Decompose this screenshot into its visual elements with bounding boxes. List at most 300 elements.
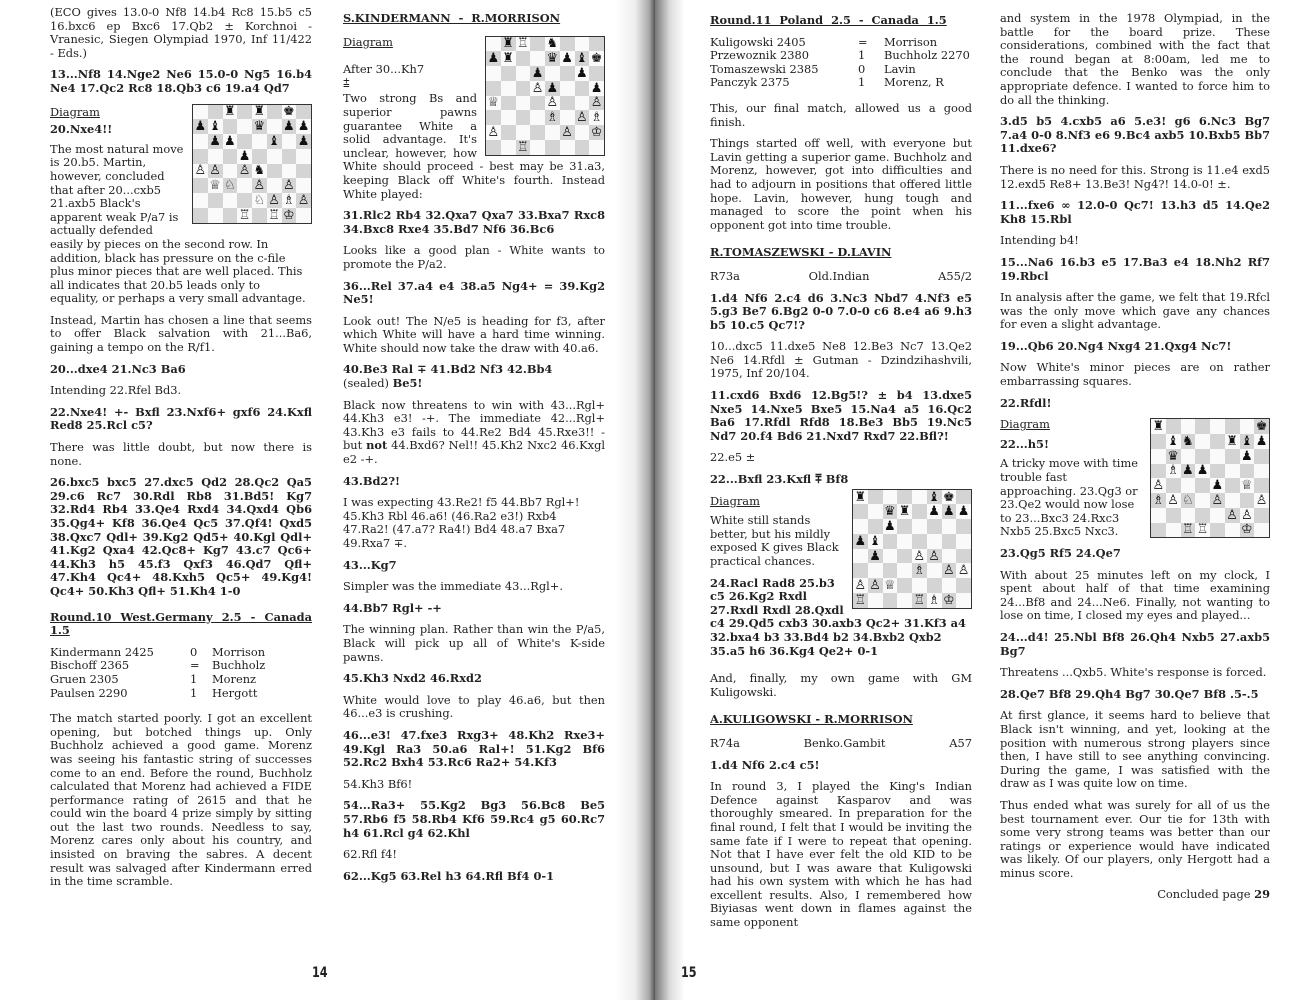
- board-square: [927, 563, 942, 578]
- board-square: [193, 105, 208, 120]
- board-square: [942, 563, 957, 578]
- commentary: Intending 22.Rfel Bd3.: [50, 383, 182, 398]
- board-square: [1210, 493, 1225, 508]
- black-pawn-icon: ♟: [1241, 448, 1253, 464]
- board-square: [252, 105, 267, 120]
- board-square: [1210, 478, 1225, 493]
- score: 0: [858, 61, 866, 76]
- board-square: [237, 208, 252, 223]
- board-square: [252, 164, 267, 179]
- white-pawn-icon: ♙: [238, 163, 251, 179]
- board-square: [868, 534, 883, 549]
- board-square: [223, 193, 238, 208]
- result-row: [50, 673, 265, 687]
- board-square: [223, 105, 238, 120]
- eco-code: A55/2: [938, 268, 972, 283]
- white-bishop-icon: ♗: [1167, 463, 1179, 479]
- board-square: [267, 178, 282, 193]
- board-square: [501, 51, 516, 66]
- board-square: [589, 66, 604, 81]
- white-pawn-icon: ♙: [943, 563, 955, 579]
- board-square: [1240, 464, 1255, 479]
- white-king-icon: ♔: [590, 124, 603, 140]
- board-square: [1181, 464, 1196, 479]
- diagram-move: 22...h5!: [1000, 436, 1049, 451]
- book-spine-shadow: [655, 0, 685, 1000]
- board-square: [853, 504, 868, 519]
- commentary: Things started off well, with everyone but Lavin getting a superior game. Buchholz and Morenz, however, got into difficulties and had to adjourn in positions that offered little hope. Lavin, however, hung tough and managed to score the point when his opponent got into time trouble.: [710, 136, 972, 232]
- board-square: [1240, 478, 1255, 493]
- black-pawn-icon: ♟: [1255, 433, 1268, 449]
- board-square: [208, 119, 223, 134]
- board-square: [1151, 449, 1166, 464]
- board-square: [1181, 523, 1196, 538]
- board-square: [237, 105, 252, 120]
- result-row: [50, 659, 265, 673]
- white-pawn-icon: ♙: [546, 95, 559, 111]
- game-title: A.KULIGOWSKI - R.MORRISON: [710, 712, 913, 727]
- board-square: [883, 490, 898, 505]
- moves: 46...e3! 47.fxe3 Rxg3+ 48.Kh2 Rxe3+ 49.Kgl Ra3 50.a6 Ral+! 51.Kg2 Bf6 52.Rc2 Bxh4 53.Rc6 Ra2+ 54.Kf3: [343, 727, 605, 770]
- left-column-1: [50, 6, 312, 897]
- black-pawn-icon: ♟: [238, 148, 251, 164]
- board-square: [1151, 508, 1166, 523]
- black-pawn-icon: ♟: [194, 119, 207, 135]
- board-square: [1166, 508, 1181, 523]
- diagram-label: Diagram: [50, 104, 100, 119]
- chess-diagram: [1150, 418, 1270, 538]
- board-square: [252, 178, 267, 193]
- board-square: [956, 549, 971, 564]
- board-square: [1210, 523, 1225, 538]
- board-square: [545, 110, 560, 125]
- board-square: [897, 504, 912, 519]
- board-square: [942, 549, 957, 564]
- black-rook-icon: ♜: [854, 489, 867, 505]
- white-rook-icon: ♖: [854, 592, 867, 608]
- white-pawn-icon: ♙: [1226, 507, 1238, 523]
- white-rook-icon: ♖: [1196, 522, 1209, 538]
- board-square: [1254, 493, 1269, 508]
- board-square: [897, 549, 912, 564]
- board-square: [575, 125, 590, 140]
- commentary: This, our final match, allowed us a good finish.: [710, 100, 972, 129]
- board-square: [868, 519, 883, 534]
- board-square: [956, 563, 971, 578]
- black-pawn-icon: ♟: [928, 504, 940, 520]
- white-bishop-icon: ♗: [283, 192, 295, 208]
- board-square: [1225, 464, 1240, 479]
- white-knight-icon: ♘: [253, 192, 266, 208]
- black-rook-icon: ♜: [1152, 419, 1165, 435]
- commentary: I was expecting 43.Re2! f5 44.Bb7 Rgl+! 45.Kh3 Rbl 46.a6! (46.Ra2 e3!) Rxb4 47.Ra2! (47.a7? Ra4!) Bd4 48.a7 Bxa7 49.Rxa7 ∓.: [343, 495, 580, 550]
- board-square: [560, 66, 575, 81]
- board-square: [897, 593, 912, 608]
- board-square: [296, 134, 311, 149]
- black-bishop-icon: ♝: [209, 119, 221, 135]
- board-square: [560, 110, 575, 125]
- moves: 23.Qg5 Rf5 24.Qe7: [1000, 546, 1121, 560]
- board-square: [486, 96, 501, 111]
- board-square: [1151, 434, 1166, 449]
- moves: 31.Rlc2 Rb4 32.Qxa7 Qxa7 33.Bxa7 Rxc8 34.Bxc8 Rxe4 35.Bd7 Nf6 36.Bc6: [343, 208, 605, 236]
- white-king-icon: ♔: [283, 207, 295, 223]
- result-row: [50, 687, 265, 701]
- board-square: [530, 66, 545, 81]
- board-square: [897, 563, 912, 578]
- commentary: 62.Rfl f4!: [343, 847, 397, 862]
- commentary: 10...dxc5 11.dxe5 Ne8 12.Be3 Nc7 13.Qe2 Ne6 14.Rfdl ± Gutman - Dzindzihashvili, 1975, Inf 20/104.: [710, 339, 972, 381]
- black-pawn-icon: ♟: [1182, 463, 1194, 479]
- board-square: [897, 519, 912, 534]
- board-square: [1210, 434, 1225, 449]
- white-pawn-icon: ♙: [194, 163, 207, 179]
- home-player: Panczyk 2375: [710, 75, 790, 90]
- board-square: [486, 51, 501, 66]
- commentary: 22.e5 ±: [710, 450, 756, 465]
- board-square: [545, 125, 560, 140]
- moves: 1.d4 Nf6 2.c4 c5!: [710, 757, 820, 772]
- diagram-move: 20.Nxe4!!: [50, 122, 113, 137]
- board-square: [1240, 508, 1255, 523]
- commentary: In analysis after the game, we felt that 19.Rfcl was the only move which gave any chances for even a slight advantage.: [1000, 290, 1270, 332]
- commentary: The match started poorly. I got an excellent opening, but botched things up. Only Buchholz achieved a good game. Morenz was seeing his fantastic string of successes come to an end. Before the round, Buchholz calculated that Morenz had achieved a FIDE performance rating of 2615 and that he could win the board 4 prize simply by sitting out the last two rounds. Needless to say, Morenz cares only about his country, and insisted on braving the sabres. A decent result was salvaged after Kindermann erred in the time scramble.: [50, 711, 312, 889]
- moves-bold: Be5!: [392, 376, 423, 391]
- white-pawn-icon: ♙: [253, 178, 266, 194]
- black-queen-icon: ♛: [884, 504, 896, 520]
- board-square: [193, 178, 208, 193]
- board-square: [486, 110, 501, 125]
- board-square: [560, 125, 575, 140]
- board-square: [516, 81, 531, 96]
- game-title: S.KINDERMANN - R.MORRISON: [343, 11, 561, 25]
- board-square: [530, 51, 545, 66]
- continued-note: [1000, 888, 1270, 902]
- board-square: [1166, 434, 1181, 449]
- board-square: [1225, 449, 1240, 464]
- board-square: [267, 208, 282, 223]
- board-square: [956, 504, 971, 519]
- board-square: [868, 504, 883, 519]
- board-square: [1151, 523, 1166, 538]
- board-square: [530, 125, 545, 140]
- board-square: [237, 193, 252, 208]
- moves: 19...Qb6 20.Ng4 Nxg4 21.Qxg4 Nc7!: [1000, 338, 1232, 353]
- black-pawn-icon: ♟: [546, 80, 559, 96]
- moves: 15...Na6 16.b3 e5 17.Ba3 e4 18.Nh2 Rf7 19.Rbcl: [1000, 254, 1270, 283]
- board-square: [223, 134, 238, 149]
- white-pawn-icon: ♙: [531, 80, 544, 96]
- board-square: [1254, 478, 1269, 493]
- board-square: [282, 105, 297, 120]
- board-square: [501, 125, 516, 140]
- black-rook-icon: ♜: [253, 104, 266, 120]
- white-bishop-icon: ♗: [546, 110, 559, 126]
- commentary: Look out! The N/e5 is heading for f3, after which White will have a hard time winning. White should now take the draw with 40.a6.: [343, 313, 605, 355]
- black-bishop-icon: ♝: [1241, 433, 1253, 449]
- board-square: [1195, 523, 1210, 538]
- eco-line: [710, 737, 972, 751]
- moves: 22...Bxfl 23.Kxfl ⩱ Bf8: [710, 472, 849, 487]
- white-pawn-icon: ♙: [928, 548, 940, 564]
- commentary: In round 3, I played the King's Indian Defence against Kasparov and was thoroughly smeared. In preparation for the final round, I felt that I would be inviting the same fate if I were to repeat that opening. Not that I have ever felt the old KID to be unsound, but I was aware that Kuligowski had his own system with which he has had excellent results. Also, I remembered how Biyiasas went down in flames against the same opponent: [710, 779, 972, 930]
- black-pawn-icon: ♟: [297, 119, 310, 135]
- board-square: [1181, 478, 1196, 493]
- away-player: Lavin: [884, 61, 916, 76]
- board-square: [853, 549, 868, 564]
- board-square: [1151, 493, 1166, 508]
- board-square: [853, 490, 868, 505]
- moves-bold: 40.Be3 Ral ∓ 41.Bd2 Nf3 42.Bb4: [343, 362, 553, 377]
- board-square: [1240, 493, 1255, 508]
- board-square: [223, 164, 238, 179]
- board-square: [282, 178, 297, 193]
- board-square: [912, 504, 927, 519]
- score: 1: [858, 75, 866, 90]
- result-row: [710, 76, 970, 90]
- white-bishop-icon: ♗: [913, 563, 926, 579]
- white-king-icon: ♔: [943, 592, 955, 608]
- board-square: [296, 119, 311, 134]
- board-square: [589, 37, 604, 52]
- board-square: [193, 149, 208, 164]
- board-square: [237, 178, 252, 193]
- board-square: [530, 110, 545, 125]
- moves: 24.Racl Rad8 25.b3 c5 26.Kg2 Rxdl 27.Rxdl Rxdl 28.Qxdl c4 29.Qd5 cxb3 30.axb3 Qc2+ 31.Kf3 a4 32.bxa4 b3 33.Bd4 b2 34.Bxb2 Qxb2 35.a5 h6 36.Kg4 Qe2+ 0-1: [710, 575, 966, 658]
- board-square: [1166, 478, 1181, 493]
- white-queen-icon: ♕: [1241, 478, 1253, 494]
- board-square: [1240, 449, 1255, 464]
- board-square: [956, 534, 971, 549]
- board-square: [501, 66, 516, 81]
- board-square: [267, 149, 282, 164]
- diagram-label: Diagram: [710, 493, 760, 508]
- round-title: Round.11 Poland 2.5 - Canada 1.5: [710, 13, 947, 27]
- moves: 3.d5 b5 4.cxb5 a6 5.e3! g6 6.Nc3 Bg7 7.a4 0-0 8.Nf3 e6 9.Bc4 axb5 10.Bxb5 Bb7 11.dxe6?: [1000, 114, 1270, 156]
- sealed-note: (sealed): [343, 376, 389, 391]
- board-square: [1225, 523, 1240, 538]
- board-square: [501, 110, 516, 125]
- board-square: [237, 119, 252, 134]
- board-square: [296, 193, 311, 208]
- board-square: [545, 96, 560, 111]
- board-square: [1151, 419, 1166, 434]
- board-square: [1240, 419, 1255, 434]
- commentary: [343, 399, 605, 467]
- chess-diagram: [852, 489, 972, 609]
- round-results-table: [50, 646, 265, 700]
- board-square: [208, 149, 223, 164]
- board-square: [1210, 464, 1225, 479]
- away-player: Morrison: [212, 644, 266, 659]
- commentary: The winning plan. Rather than win the P/a5, Black will pick up all of White's K-side pawns.: [343, 622, 605, 664]
- board-square: [897, 578, 912, 593]
- black-pawn-icon: ♟: [943, 504, 955, 520]
- white-rook-icon: ♖: [268, 207, 280, 223]
- commentary: Instead, Martin has chosen a line that seems to offer Black salvation with 21...Ba6, gaining a tempo on the R/f1.: [50, 312, 312, 355]
- board-square: [267, 193, 282, 208]
- board-square: [853, 593, 868, 608]
- white-queen-icon: ♕: [487, 95, 500, 111]
- board-square: [589, 81, 604, 96]
- board-square: [956, 490, 971, 505]
- score: 1: [190, 685, 198, 700]
- board-square: [560, 81, 575, 96]
- white-queen-icon: ♕: [884, 578, 896, 593]
- white-pawn-icon: ♙: [487, 124, 500, 140]
- board-square: [1181, 508, 1196, 523]
- board-square: [575, 66, 590, 81]
- board-square: [208, 105, 223, 120]
- home-player: Tomaszewski 2385: [710, 61, 819, 76]
- continued-label: Concluded page: [1157, 887, 1251, 902]
- board-square: [252, 134, 267, 149]
- board-square: [516, 66, 531, 81]
- white-pawn-icon: ♙: [561, 124, 573, 140]
- board-square: [575, 96, 590, 111]
- black-king-icon: ♚: [1255, 419, 1268, 435]
- white-knight-icon: ♘: [1182, 492, 1194, 508]
- black-pawn-icon: ♟: [884, 519, 896, 534]
- board-square: [853, 578, 868, 593]
- round-results-table: [710, 36, 970, 90]
- board-square: [1181, 449, 1196, 464]
- board-square: [252, 193, 267, 208]
- board-square: [296, 178, 311, 193]
- commentary: There was little doubt, but now there is none.: [50, 440, 312, 468]
- board-square: [223, 178, 238, 193]
- page-number: 15: [680, 965, 697, 981]
- moves: 45.Kh3 Nxd2 46.Rxd2: [343, 671, 482, 686]
- black-pawn-icon: ♟: [869, 548, 881, 564]
- white-rook-icon: ♖: [517, 139, 529, 155]
- commentary: A tricky move with time trouble fast approaching. 23.Qg3 or 23.Qe2 would now lose to 23...Bxc3 24.Rxc3 Nxb5 25.Bxc5 Nxc3.: [1000, 456, 1138, 539]
- commentary: Now White's minor pieces are on rather embarrassing squares.: [1000, 360, 1270, 389]
- right-column-2: [1000, 12, 1270, 910]
- board-square: [956, 519, 971, 534]
- black-pawn-icon: ♟: [1196, 463, 1209, 479]
- board-square: [868, 563, 883, 578]
- board-square: [545, 66, 560, 81]
- eco-line: [710, 270, 972, 284]
- board-square: [912, 593, 927, 608]
- book-spine-shadow: [615, 0, 655, 1000]
- board-square: [589, 125, 604, 140]
- black-queen-icon: ♛: [1167, 448, 1179, 464]
- round-title: Round.10 West.Germany 2.5 - Canada 1.5: [50, 609, 312, 638]
- board-square: [1151, 464, 1166, 479]
- board-square: [1225, 434, 1240, 449]
- board-square: [237, 164, 252, 179]
- board-square: [1254, 434, 1269, 449]
- black-king-icon: ♚: [943, 489, 955, 505]
- moves: 28.Qe7 Bf8 29.Qh4 Bg7 30.Qe7 Bf8 .5-.5: [1000, 686, 1259, 701]
- board-square: [516, 140, 531, 155]
- board-square: [927, 504, 942, 519]
- board-square: [501, 96, 516, 111]
- board-square: [868, 490, 883, 505]
- black-queen-icon: ♛: [546, 51, 559, 67]
- board-square: [1181, 419, 1196, 434]
- board-square: [1151, 478, 1166, 493]
- board-square: [296, 164, 311, 179]
- board-square: [912, 534, 927, 549]
- board-square: [193, 134, 208, 149]
- moves: 43...Kg7: [343, 557, 397, 572]
- score: 0: [190, 644, 198, 659]
- white-rook-icon: ♖: [517, 36, 529, 52]
- board-square: [1195, 478, 1210, 493]
- chess-diagram: [192, 104, 312, 224]
- black-pawn-icon: ♟: [561, 51, 573, 67]
- white-pawn-icon: ♙: [869, 578, 881, 593]
- board-square: [956, 578, 971, 593]
- chess-diagram: [485, 36, 605, 156]
- moves: 44.Bb7 Rgl+ -+: [343, 600, 442, 615]
- board-square: [853, 519, 868, 534]
- board-square: [1195, 449, 1210, 464]
- board-square: [545, 81, 560, 96]
- board-square: [237, 149, 252, 164]
- white-bishop-icon: ♗: [1152, 492, 1165, 508]
- black-bishop-icon: ♝: [869, 533, 881, 549]
- board-square: [1225, 493, 1240, 508]
- home-player: Gruen 2305: [50, 671, 119, 686]
- black-knight-icon: ♞: [546, 36, 559, 52]
- board-square: [1181, 434, 1196, 449]
- board-square: [530, 140, 545, 155]
- eco-note: (ECO gives 13.0-0 Nf8 14.b4 Rc8 15.b5 c5 16.bxc6 ep Bxc6 17.Qb2 ± Korchnoi - Vranesic, Siegen Olympiad 1970, Inf 11/422 - Eds.): [50, 5, 312, 60]
- moves: 22.Rfdl!: [1000, 395, 1052, 410]
- commentary: Thus ended what was surely for all of us the best tournament ever. Our tie for 13th with some very strong teams was better than our ratings or experience would have indicated was likely. Of our players, only Hergott had a minus score.: [1000, 797, 1270, 880]
- board-square: [501, 140, 516, 155]
- diagram-label: Diagram: [1000, 417, 1050, 432]
- board-square: [193, 208, 208, 223]
- board-square: [897, 534, 912, 549]
- board-square: [560, 37, 575, 52]
- board-square: [942, 578, 957, 593]
- away-player: Morenz, R: [884, 75, 944, 90]
- white-pawn-icon: ♙: [297, 192, 310, 208]
- board-square: [252, 149, 267, 164]
- board-square: [296, 105, 311, 120]
- board-square: [589, 51, 604, 66]
- black-rook-icon: ♜: [502, 51, 514, 67]
- board-square: [560, 140, 575, 155]
- commentary: Two strong Bs and superior pawns guarantee White a solid advantage. It's unclear, however, how White should proceed - best may be 31.a3, keeping Black off White's fourth. Instead White played:: [343, 91, 605, 201]
- board-square: [897, 490, 912, 505]
- page-number: 14: [311, 965, 328, 981]
- commentary-emphasis: not: [366, 438, 388, 453]
- board-square: [1166, 464, 1181, 479]
- result-row: [710, 36, 970, 50]
- commentary: Simpler was the immediate 43...Rgl+.: [343, 579, 563, 594]
- board-square: [193, 193, 208, 208]
- black-pawn-icon: ♟: [283, 119, 295, 135]
- home-player: Przewoznik 2380: [710, 48, 809, 63]
- board-square: [530, 96, 545, 111]
- opening-name: Benko.Gambit: [803, 735, 886, 750]
- black-king-icon: ♚: [283, 104, 295, 120]
- board-square: [252, 208, 267, 223]
- black-pawn-icon: ♟: [957, 504, 970, 520]
- score: 1: [190, 671, 198, 686]
- board-square: [883, 534, 898, 549]
- board-square: [1166, 449, 1181, 464]
- board-square: [282, 164, 297, 179]
- board-square: [1195, 464, 1210, 479]
- score: =: [190, 658, 200, 673]
